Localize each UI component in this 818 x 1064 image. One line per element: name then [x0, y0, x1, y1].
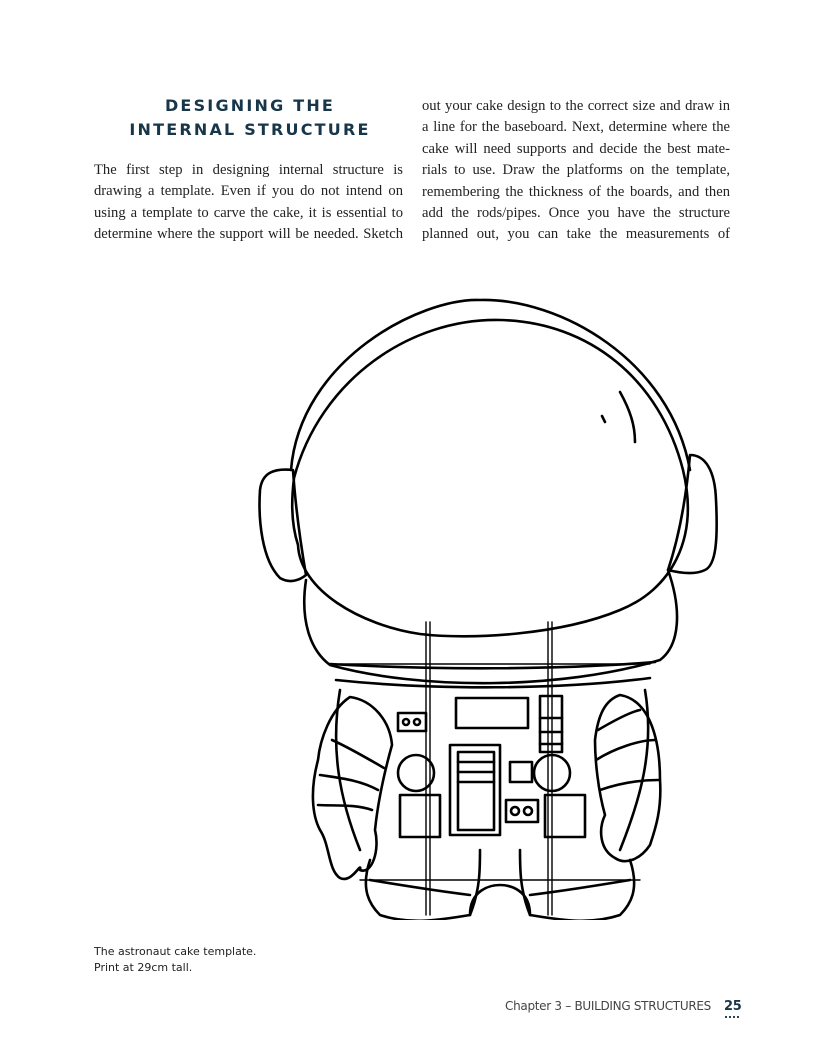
body-line: drawing a template. Even if you do not intend on [94, 183, 403, 200]
crotch-gap [470, 885, 530, 915]
leg-left [366, 850, 480, 920]
chest-gauge-left [398, 755, 434, 791]
section-heading [94, 94, 406, 142]
section-heading-line-2: INTERNAL STRUCTURE [129, 120, 371, 139]
body-line: remembering the thickness of the boards, and then [422, 183, 730, 200]
chest-pocket-right [545, 795, 585, 837]
visor-glare-dot [602, 416, 605, 422]
body-column-right [422, 96, 730, 246]
torso-right-side [620, 690, 648, 850]
arm-left-fold [332, 740, 384, 768]
section-heading-line-1: DESIGNING THE [164, 96, 336, 115]
astronaut-template-figure [250, 280, 730, 920]
body-column-left [94, 160, 403, 246]
helmet-outer [291, 300, 690, 470]
collar-band-top [330, 662, 655, 668]
body-line: determine where the support will be needed. Sketch [94, 226, 403, 243]
body-line: using a template to carve the cake, it is essential to [94, 204, 403, 221]
arm-left-fold [320, 775, 378, 790]
torso-left-side [336, 690, 360, 850]
helmet-visor [292, 320, 688, 636]
chest-button-square [510, 762, 532, 782]
visor-glare [620, 392, 635, 442]
body-line: The first step in designing internal structure is [94, 162, 403, 178]
page-number: 25 [723, 999, 742, 1014]
figure-caption [94, 944, 256, 976]
chest-display [456, 698, 528, 728]
body-line: a line for the baseboard. Next, determine where the [422, 119, 730, 136]
helmet-ear-right [668, 455, 717, 573]
body-line: planned out, you can take the measurements of [422, 226, 730, 243]
figure-caption-line-2: Print at 29cm tall. [94, 961, 193, 974]
arm-right [595, 695, 660, 861]
body-line: rials to use. Draw the platforms on the template, [422, 162, 730, 179]
body-line: add the rods/pipes. Once you have the structure [422, 205, 730, 222]
page-footer [505, 999, 741, 1014]
body-line: out your cake design to the correct size and draw in [422, 98, 730, 114]
figure-caption-line-1: The astronaut cake template. [94, 945, 257, 958]
running-head: Chapter 3 – BUILDING STRUCTURES [505, 999, 711, 1013]
body-line: cake will need supports and decide the best mate- [422, 140, 730, 157]
arm-right-fold [600, 780, 658, 790]
chest-pocket-left [400, 795, 440, 837]
arm-left [313, 697, 392, 879]
arm-right-fold [598, 710, 640, 730]
helmet-ear-left [260, 470, 306, 581]
